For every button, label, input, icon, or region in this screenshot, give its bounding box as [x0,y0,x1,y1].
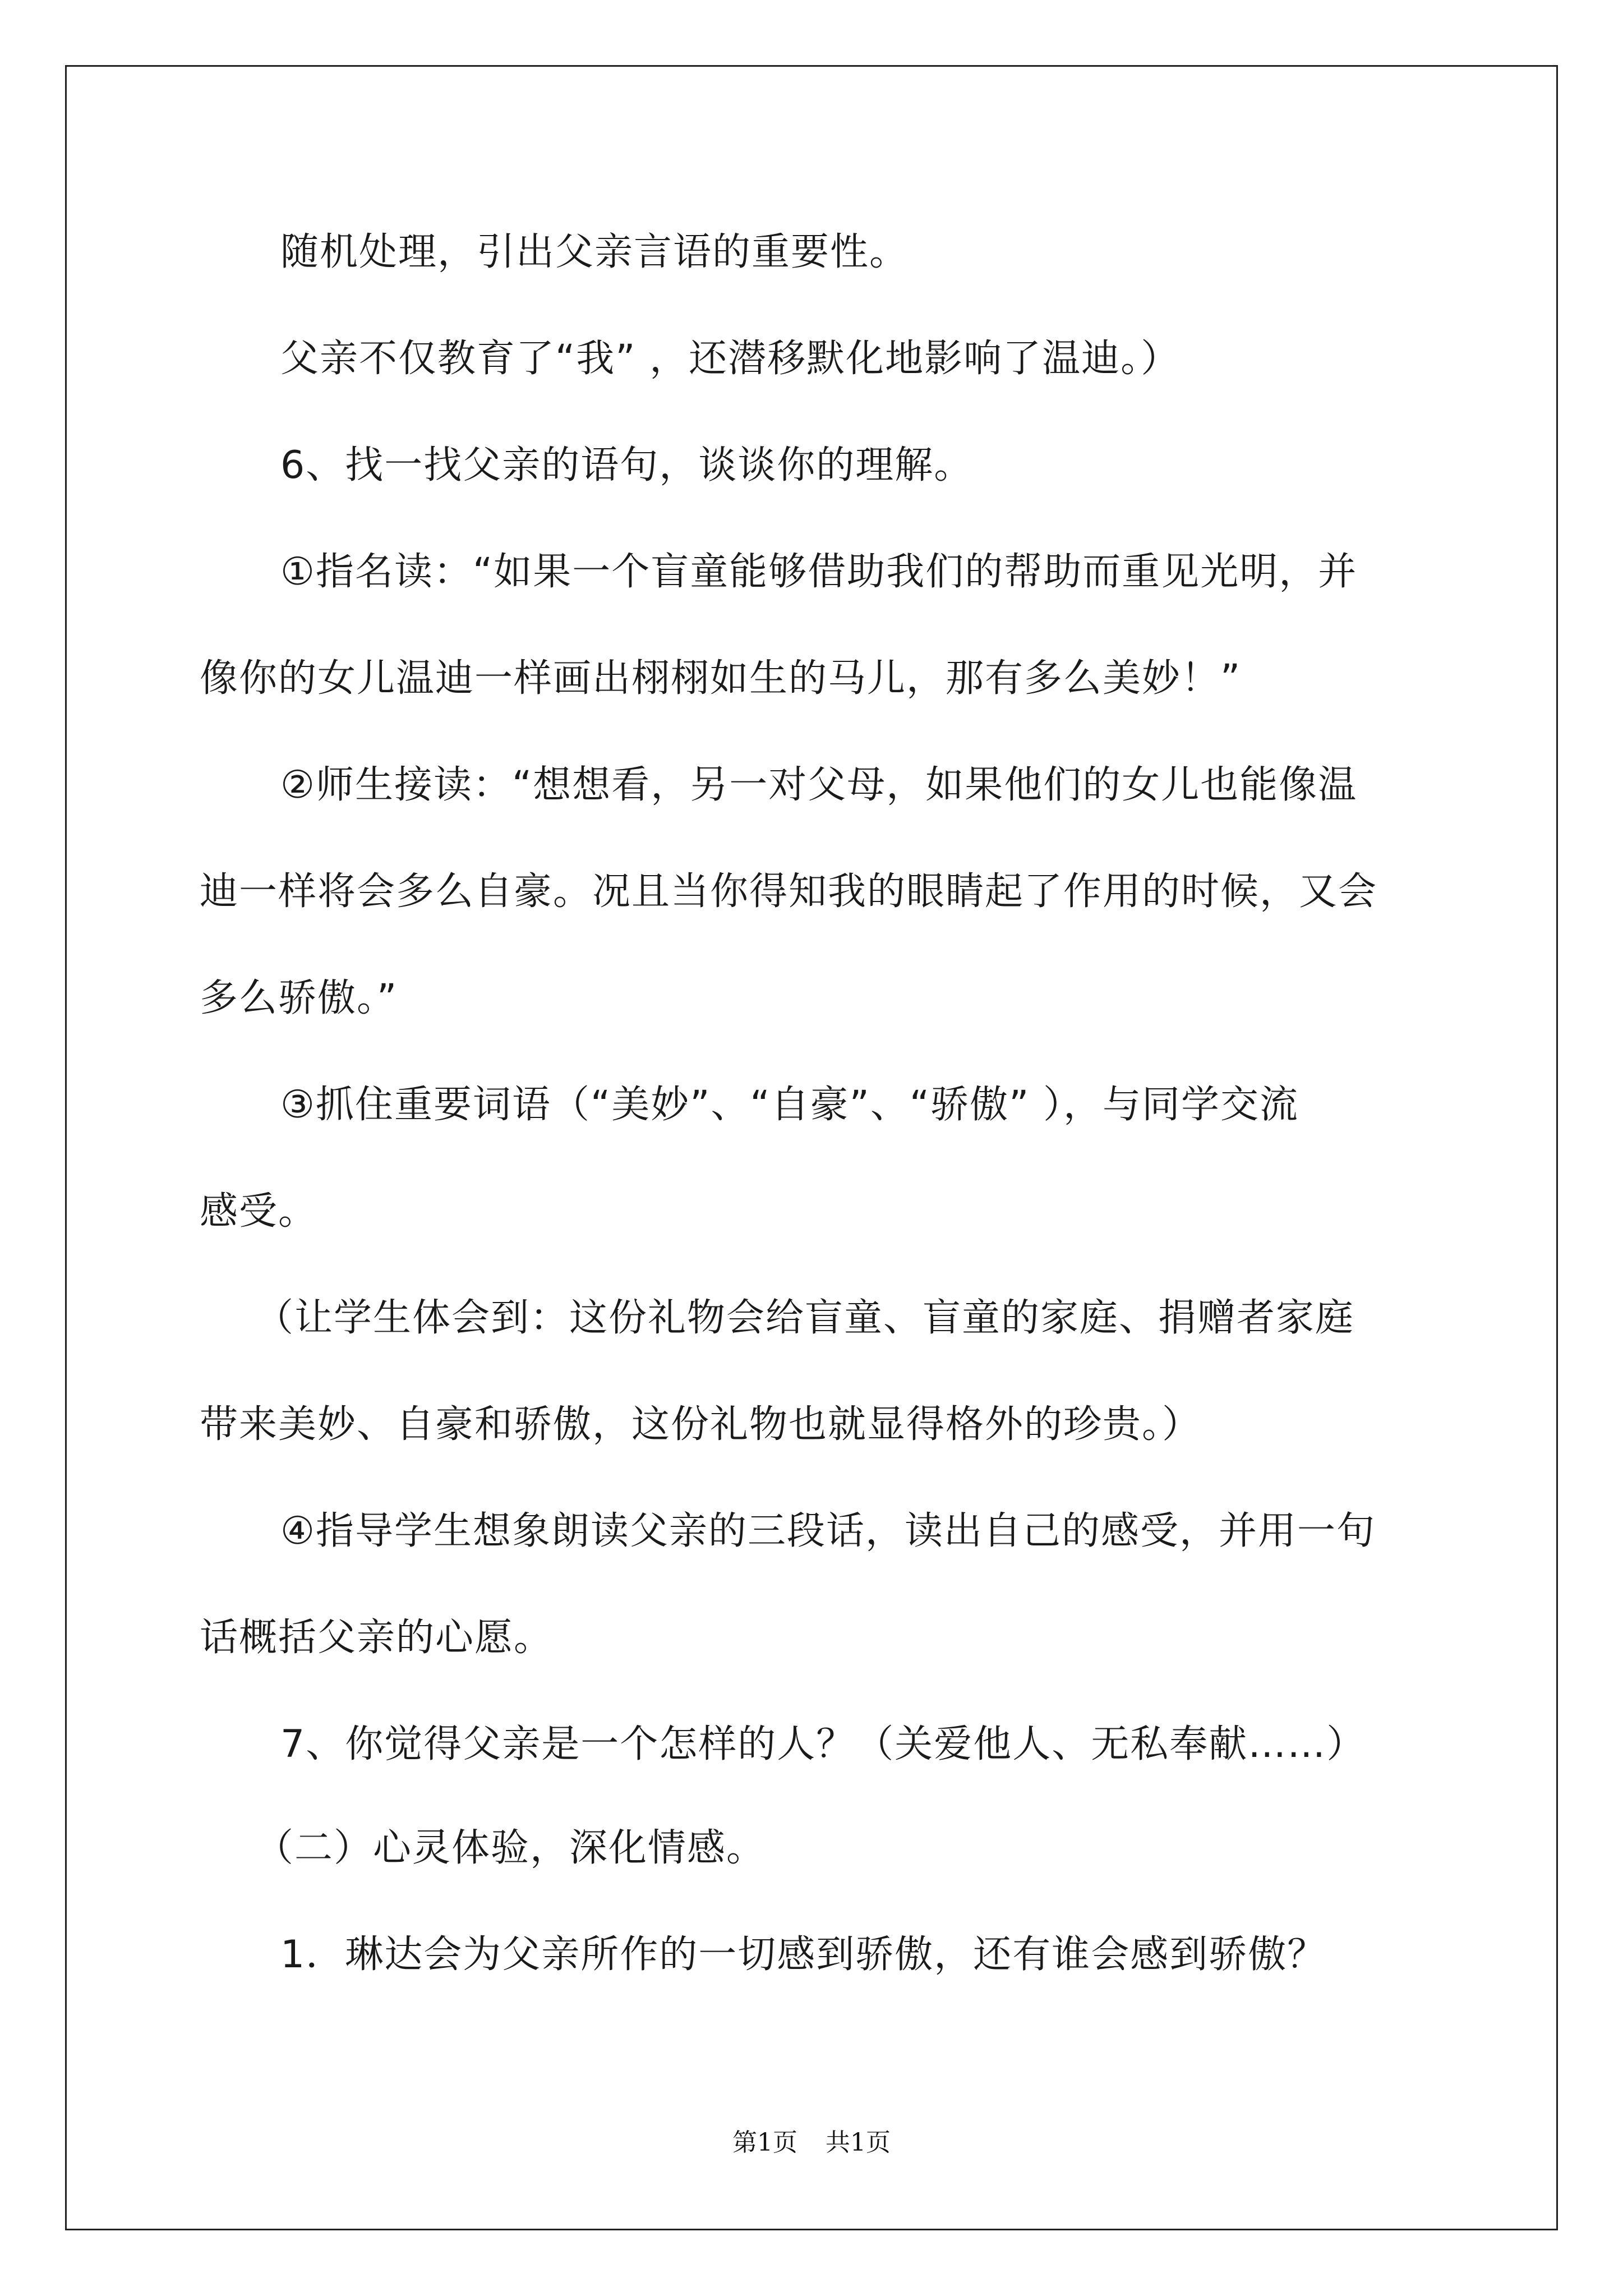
text-line: ③抓住重要词语（“美妙”、“自豪”、“骄傲” ），与同学交流 [280,1083,1299,1127]
page-number: 第1页 [732,2128,797,2157]
text-line: 父亲不仅教育了“我” ，还潜移默化地影响了温迪。） [280,337,1181,381]
text-line: ②师生接读：“想想看，另一对父母，如果他们的女儿也能像温 [280,763,1358,807]
text-line: （让学生体会到：这份礼物会给盲童、盲童的家庭、捐赠者家庭 [255,1296,1355,1340]
text-line: 多么骄傲。” [200,976,398,1020]
text-line: ①指名读：“如果一个盲童能够借助我们的帮助而重见光明，并 [280,550,1358,594]
text-line: 带来美妙、自豪和骄傲，这份礼物也就显得格外的珍贵。） [200,1402,1202,1447]
text-line: 感受。 [200,1189,318,1234]
text-line: 随机处理，引出父亲言语的重要性。 [280,230,909,274]
text-line: 1．琳达会为父亲所作的一切感到骄傲，还有谁会感到骄傲？ [280,1932,1327,1977]
text-line: 迪一样将会多么自豪。况且当你得知我的眼睛起了作用的时候，又会 [200,869,1378,914]
text-line: ④指导学生想象朗读父亲的三段话，读出自己的感受，并用一句 [280,1509,1376,1553]
text-line: 话概括父亲的心愿。 [200,1616,554,1660]
page-footer [0,2127,1623,2159]
page-total: 共1页 [826,2128,891,2157]
text-line: 7、你觉得父亲是一个怎样的人？（关爱他人、无私奉献……） [280,1722,1366,1766]
text-line: （二）心灵体验，深化情感。 [255,1826,766,1870]
text-line: 6、找一找父亲的语句，谈谈你的理解。 [280,443,974,487]
text-line: 像你的女儿温迪一样画出栩栩如生的马儿，那有多么美妙！” [200,656,1242,701]
